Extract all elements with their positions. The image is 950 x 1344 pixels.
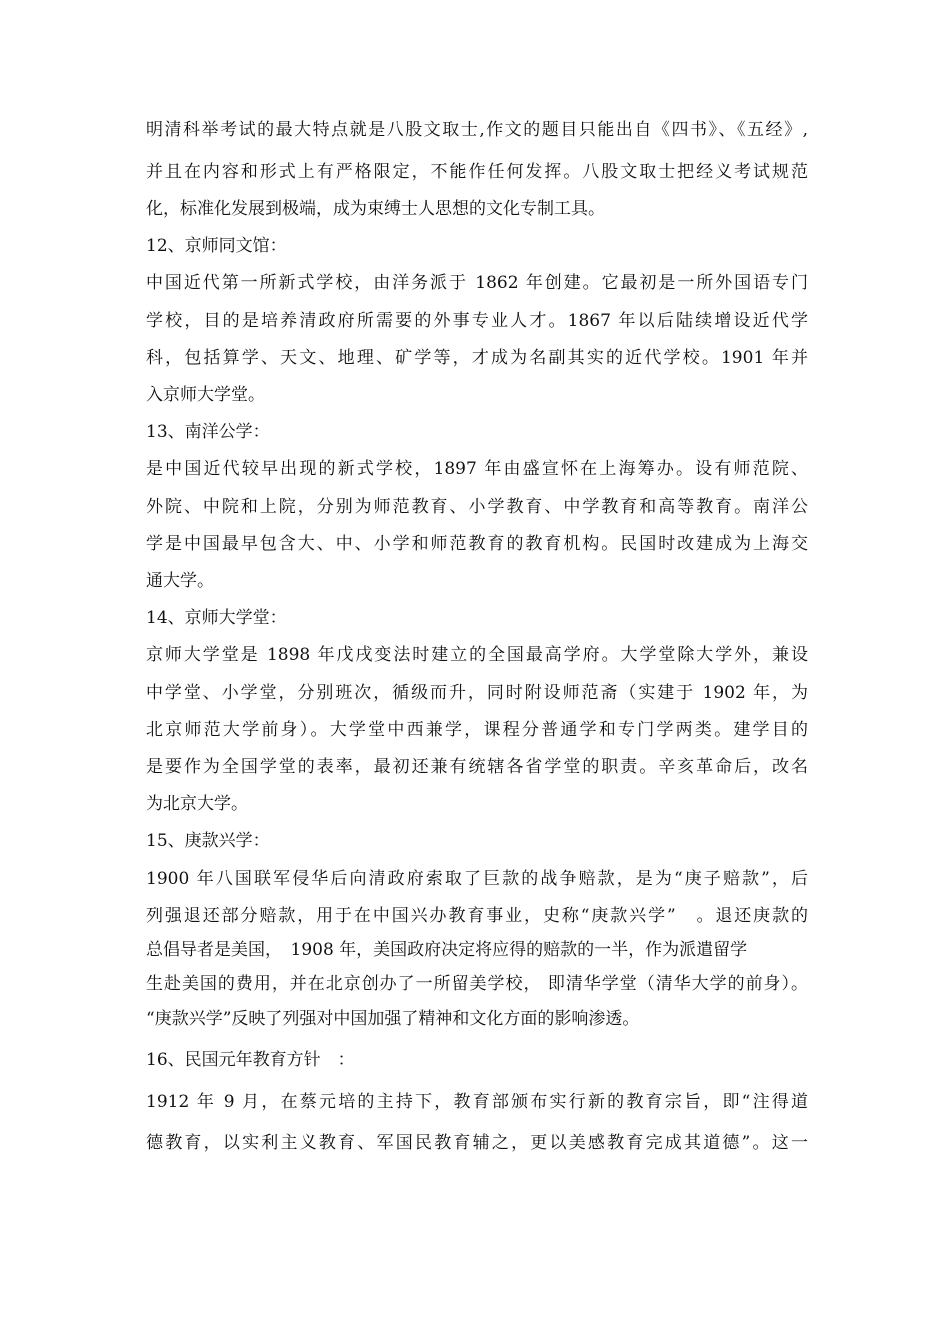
- text-line: 京师大学堂是 1898 年戊戌变法时建立的全国最高学府。大学堂除大学外，兼设: [146, 645, 808, 665]
- text-line: 总倡导者是美国， 1908 年，美国政府决定将应得的赔款的一半，作为派遣留学: [146, 940, 748, 960]
- text-line: 中学堂、小学堂，分别班次，循级而升，同时附设师范斋（实建于 1902 年，为: [146, 683, 808, 703]
- text-line: 1900 年八国联军侵华后向清政府索取了巨款的战争赔款，是为“庚子赔款”，后: [146, 869, 808, 889]
- text-line: 通大学。: [146, 571, 214, 591]
- text-line: 化，标准化发展到极端，成为束缚士人思想的文化专制工具。: [146, 199, 605, 219]
- text-line: 学是中国最早包含大、中、小学和师范教育的教育机构。民国时改建成为上海交: [146, 534, 808, 554]
- section-heading-14: 14、京师大学堂：: [146, 608, 287, 628]
- text-line: 德教育，以实利主义教育、军国民教育辅之，更以美感教育完成其道德”。这一: [146, 1133, 808, 1153]
- text-line: 是中国近代较早出现的新式学校，1897 年由盛宣怀在上海筹办。设有师范院、: [146, 459, 808, 479]
- text-line: 中国近代第一所新式学校，由洋务派于 1862 年创建。它最初是一所外国语专门: [146, 273, 808, 293]
- section-heading-16: 16、民国元年教育方针 ：: [146, 1050, 355, 1070]
- text-line: “庚款兴学”反映了列强对中国加强了精神和文化方面的影响渗透。: [146, 1009, 640, 1029]
- text-line: 是要作为全国学堂的表率，最初还兼有统辖各省学堂的职责。辛亥革命后，改名: [146, 757, 808, 777]
- text-line: 1912 年 9 月，在蔡元培的主持下，教育部颁布实行新的教育宗旨，即“注得道: [146, 1092, 808, 1112]
- text-line: 北京师范大学前身）。大学堂中西兼学，课程分普通学和专门学两类。建学目的: [146, 720, 808, 740]
- text-line: 外院、中院和上院，分别为师范教育、小学教育、中学教育和高等教育。南洋公: [146, 497, 808, 517]
- text-line: 并且在内容和形式上有严格限定，不能作任何发挥。八股文取士把经义考试规范: [146, 162, 808, 182]
- text-line: 学校，目的是培养清政府所需要的外事专业人才。1867 年以后陆续增设近代学: [146, 311, 808, 331]
- text-line: 明清科举考试的最大特点就是八股文取士,作文的题目只能出自《四书》、《五经》,: [146, 120, 808, 140]
- text-line: 生赴美国的费用，并在北京创办了一所留美学校， 即清华学堂（清华大学的前身）。: [146, 974, 808, 994]
- section-heading-13: 13、南洋公学：: [146, 422, 270, 442]
- text-line: 为北京大学。: [146, 794, 248, 814]
- section-heading-12: 12、京师同文馆：: [146, 236, 287, 256]
- text-line: 列强退还部分赔款，用于在中国兴办教育事业，史称“庚款兴学” 。退还庚款的: [146, 906, 808, 926]
- text-line: 入京师大学堂。: [146, 385, 265, 405]
- text-line: 科，包括算学、天文、地理、矿学等，才成为名副其实的近代学校。1901 年并: [146, 348, 808, 368]
- section-heading-15: 15、庚款兴学：: [146, 831, 270, 851]
